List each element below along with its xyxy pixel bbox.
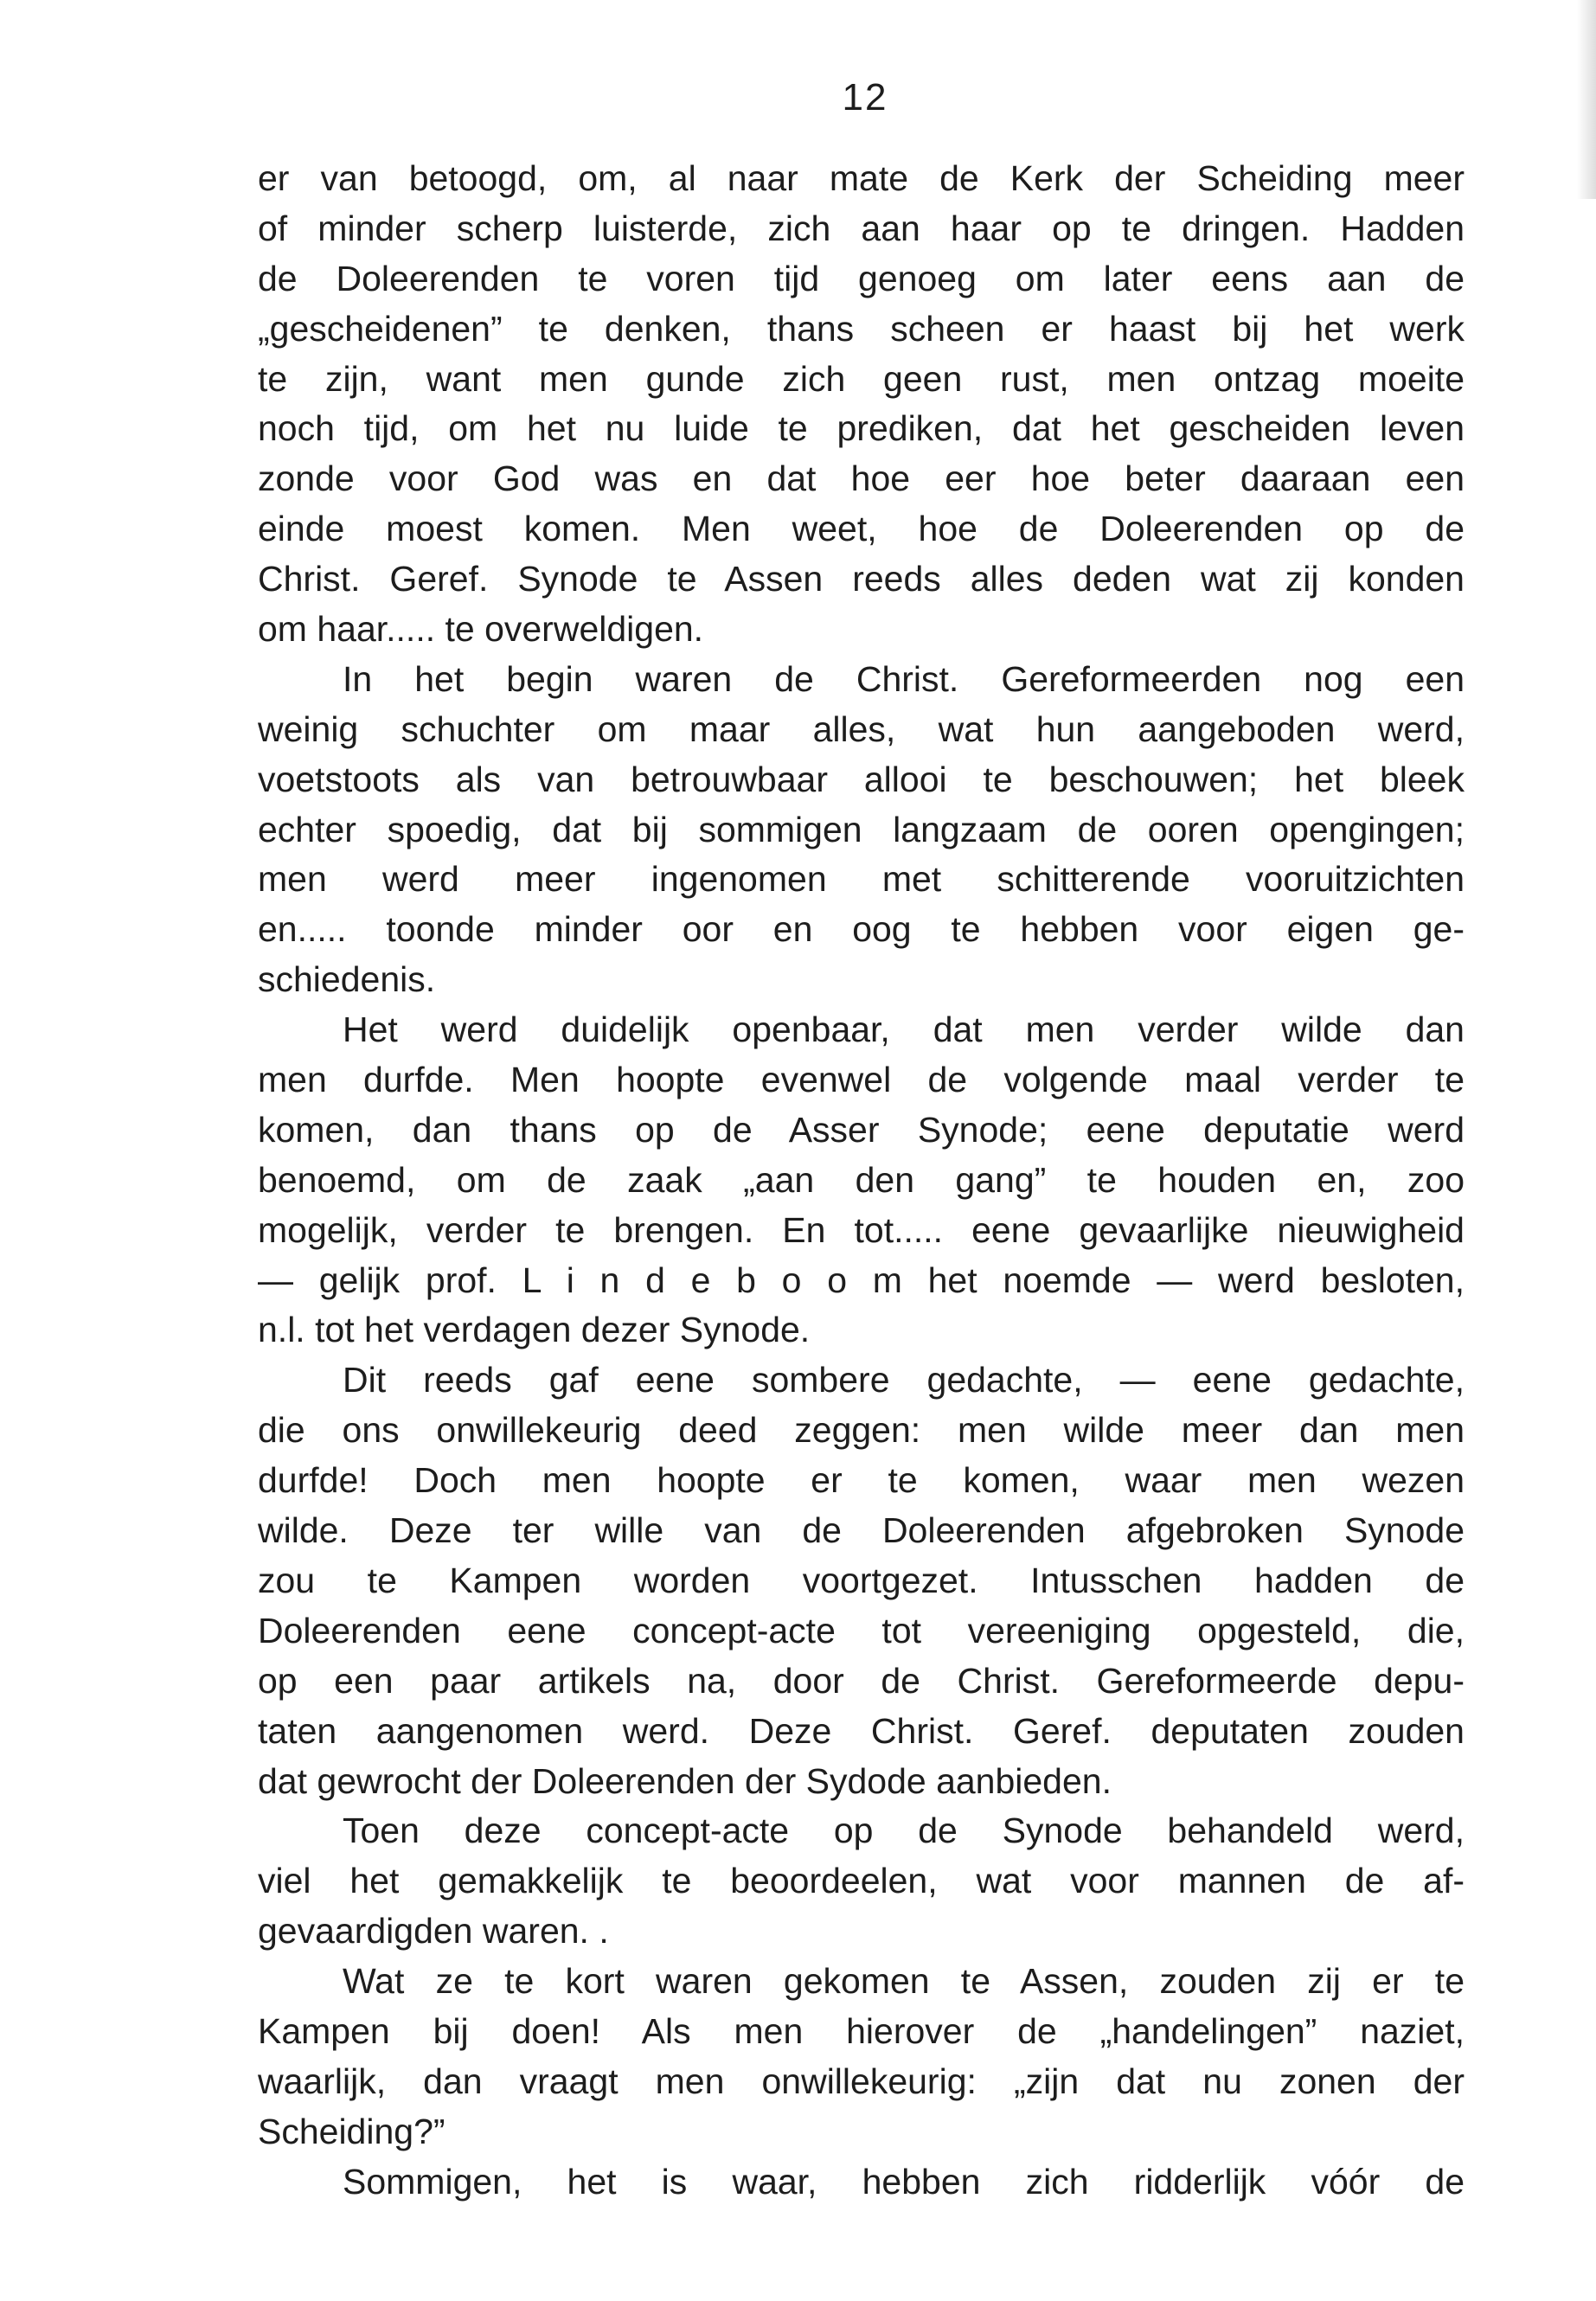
text-line: wilde. Deze ter wille van de Doleerenden afgebroken Synode — [258, 1510, 1465, 1551]
text-line: dat gewrocht der Doleerenden der Sydode aanbieden. — [258, 1760, 1112, 1801]
text-line: taten aangenomen werd. Deze Christ. Geref. deputaten zouden — [258, 1710, 1465, 1751]
text-line: men durfde. Men hoopte evenwel de volgende maal verder te — [258, 1060, 1465, 1100]
text-line: Christ. Geref. Synode te Assen reeds alles deden wat zij konden — [258, 559, 1465, 599]
text-line: Dit reeds gaf eene sombere gedachte, — eene gedachte, — [343, 1360, 1465, 1400]
text-line: op een paar artikels na, door de Christ. Gereformeerde depu- — [258, 1660, 1465, 1701]
text-line: zonde voor God was en dat hoe eer hoe beter daaraan een — [258, 458, 1465, 499]
text-line: Sommigen, het is waar, hebben zich ridderlijk vóór de — [343, 2161, 1465, 2202]
text-line: te zijn, want men gunde zich geen rust, men ontzag moeite — [258, 358, 1465, 399]
text-line: men werd meer ingenomen met schitterende vooruitzichten — [258, 859, 1465, 900]
text-line: mogelijk, verder te brengen. En tot..... eene gevaarlijke nieuwigheid — [258, 1209, 1465, 1250]
text-line: Toen deze concept-acte op de Synode behandeld werd, — [343, 1811, 1465, 1851]
text-line: de Doleerenden te voren tijd genoeg om later eens aan de — [258, 258, 1465, 298]
text-line: komen, dan thans op de Asser Synode; eene deputatie werd — [258, 1109, 1465, 1150]
text-line: en..... toonde minder oor en oog te hebben voor eigen ge- — [258, 909, 1465, 950]
text-line: er van betoogd, om, al naar mate de Kerk der Scheiding meer — [258, 158, 1465, 198]
text-line: voetstoots als van betrouwbaar allooi te beschouwen; het bleek — [258, 759, 1465, 799]
text-line: Kampen bij doen! Als men hierover de „handelingen” naziet, — [258, 2010, 1465, 2051]
text-line: viel het gemakkelijk te beoordeelen, wat voor mannen de af- — [258, 1861, 1465, 1901]
body-text — [258, 154, 1465, 2208]
text-line: weinig schuchter om maar alles, wat hun aangeboden werd, — [258, 708, 1465, 749]
text-line: Het werd duidelijk openbaar, dat men verder wilde dan — [343, 1009, 1465, 1050]
text-line: echter spoedig, dat bij sommigen langzaam de ooren opengingen; — [258, 809, 1465, 849]
text-line: einde moest komen. Men weet, hoe de Doleerenden op de — [258, 509, 1465, 549]
text-line: waarlijk, dan vraagt men onwillekeurig: „zijn dat nu zonen der — [258, 2061, 1465, 2101]
text-line: — gelijk prof. L i n d e b o o m het noemde — werd besloten, — [258, 1259, 1465, 1300]
text-line: n.l. tot het verdagen dezer Synode. — [258, 1310, 811, 1350]
text-line: In het begin waren de Christ. Gereformeerden nog een — [343, 658, 1465, 699]
text-line: Doleerenden eene concept-acte tot vereeniging opgesteld, die, — [258, 1610, 1465, 1650]
text-line: zou te Kampen worden voortgezet. Intusschen hadden de — [258, 1560, 1465, 1600]
text-line: schiedenis. — [258, 959, 436, 1000]
text-line: „gescheidenen” te denken, thans scheen er haast bij het werk — [258, 308, 1465, 349]
text-line: die ons onwillekeurig deed zeggen: men wilde meer dan men — [258, 1410, 1465, 1451]
text-line: gevaardigden waren. . — [258, 1911, 609, 1952]
text-line: of minder scherp luisterde, zich aan haar op te dringen. Hadden — [258, 208, 1465, 248]
text-line: Wat ze te kort waren gekomen te Assen, zouden zij er te — [343, 1961, 1465, 2002]
text-line: durfde! Doch men hoopte er te komen, waar men wezen — [258, 1460, 1465, 1501]
page-number: 12 — [842, 76, 888, 119]
text-line: om haar..... te overweldigen. — [258, 609, 704, 650]
text-line: Scheiding?” — [258, 2111, 445, 2151]
text-line: benoemd, om de zaak „aan den gang” te houden en, zoo — [258, 1159, 1465, 1200]
text-line: noch tijd, om het nu luide te prediken, dat het gescheiden leven — [258, 408, 1465, 449]
